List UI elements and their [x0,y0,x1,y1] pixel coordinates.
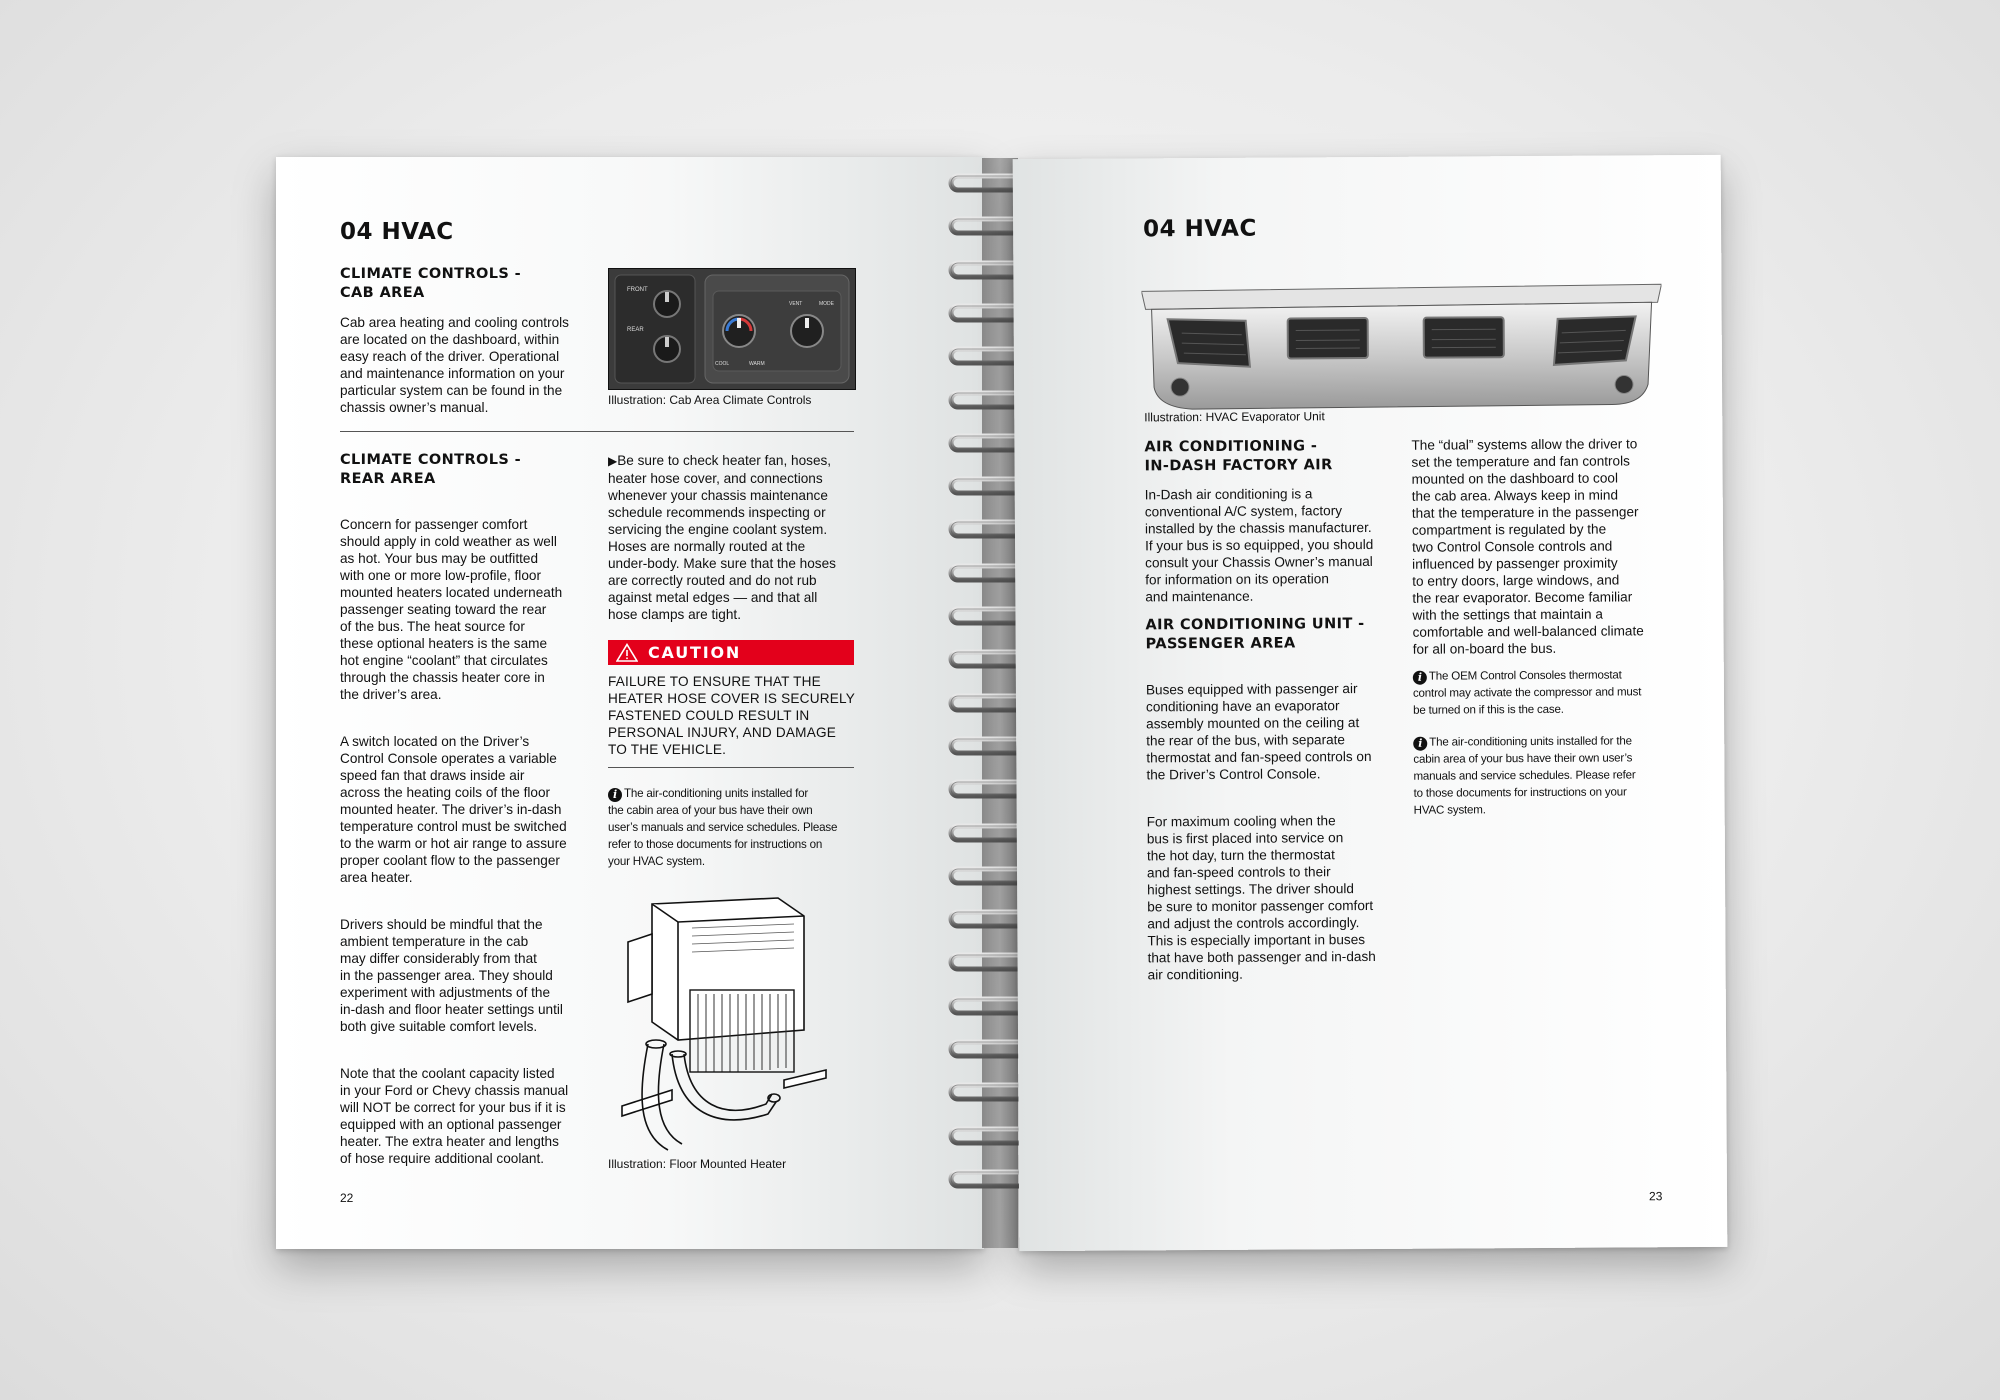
rear-paragraph-2: A switch located on the Driver’s Control Console operates a variable speed fan that draws inside air across the heating coils of the floor mounted heater. The driver’s in-dash temperature control must be switched to the warm or hot air range to assure proper coolant flow to the passenger area heater. [340,734,567,885]
warning-triangle-icon [616,643,638,662]
heater-caption: Illustration: Floor Mounted Heater [608,1157,787,1171]
panel-label-vent: VENT [789,301,803,307]
rear-paragraph-3: Drivers should be mindful that the ambient temperature in the cab may differ considerably from that in the passenger area. They should experiment with adjustments of the in-dash and floor heater settings until both give suitable comfort levels. [340,917,563,1034]
cab-caption: Illustration: Cab Area Climate Controls [608,393,812,407]
caution-banner [608,640,854,665]
caution-label: CAUTION [648,643,742,662]
tip-arrow-icon: ▶ [608,454,618,468]
tip-block [608,452,858,623]
info-icon: i [1413,737,1427,751]
evap-caption: Illustration: HVAC Evaporator Unit [1144,409,1325,425]
rear-body [340,499,600,1197]
tip-text: Be sure to check heater fan, hoses, heater hose cover, and connections whenever your chassis maintenance schedule recommends inspecting or servicing the engine coolant system. Hoses are normally routed at the under-body. Make sure that the hoses are correctly routed and do not rub against metal edges — and that all hose clamps are tight. [608,453,836,622]
left-page [276,157,984,1249]
ac-dash-body: In-Dash air conditioning is a conventional A/C system, factory installed by the chassis manufacturer. If your bus is so equipped, you should consult your Chassis Owner’s manual for information on its operation and maintenance. [1144,486,1374,605]
panel-label-cool: COOL [715,361,730,367]
rear-paragraph-1: Concern for passenger comfort should apply in cold weather as well as hot. Your bus may be outfitted with one or more low-profile, floor mounted heaters located underneath passenger seating toward the rear of the bus. The heat source for these optional heaters is the same hot engine “coolant” that circulates through the chassis heater core in the driver’s area. [340,517,563,702]
page-number-left: 22 [340,1191,354,1205]
right-page [1013,155,1728,1251]
dual-systems-text: The “dual” systems allow the driver to set the temperature and fan controls mounted on the dashboard to cool the cab area. Always keep in mind that the temperature in the passenger compartment is regulated by the two Control Console controls and influenced by passenger proximity to entry doors, large windows, and the rear evaporator. Become familiar with the settings that maintain a comfortable and well-balanced climate for all on-board the bus. [1411,436,1644,657]
cab-controls-image [608,268,856,390]
rear-paragraph-4: Note that the coolant capacity listed in your Ford or Chevy chassis manual will NOT be correct for your bus if it is equipped with an optional passenger heater. The extra heater and lengths of hose require additional coolant. [340,1066,569,1166]
floor-heater-illustration [608,894,828,1156]
cab-body: Cab area heating and cooling controls are located on the dashboard, within easy reach of the driver. Operational and maintenance information on your particular system can be found in the chassis owner’s manual. [340,315,569,415]
cab-heading: CLIMATE CONTROLS - CAB AREA [340,266,522,301]
divider [340,431,854,432]
info-note-1 [1413,666,1675,719]
panel-label-mode: MODE [819,301,834,307]
ac-unit-paragraph-1: Buses equipped with passenger air conditioning have an evaporator assembly mounted on the ceiling at the rear of the bus, with separate thermostat and fan-speed controls on the Driver’s Control Console. [1145,681,1372,783]
ac-unit-heading: AIR CONDITIONING UNIT - PASSENGER AREA [1145,616,1365,653]
ac-unit-body [1146,663,1410,1014]
section-title-right: 04 HVAC [1143,215,1257,243]
info-icon: i [608,788,622,802]
info-note-2-text: The air-conditioning units installed for the cabin area of your bus have their own user’s manuals and service schedules. Please refer to those documents for instructions on your HVAC system. [1413,734,1636,817]
evaporator-illustration [1141,280,1662,413]
section-title: 04 HVAC [340,219,454,245]
info-note-2 [1413,732,1676,819]
info-note-text: The air-conditioning units installed for the cabin area of your bus have their own user’s manuals and service schedules. Please refer to those documents for instructions on your HVAC system. [608,787,838,868]
page-number-right: 23 [1648,1189,1663,1204]
panel-label-rear: REAR [627,327,644,333]
info-note-1-text: The OEM Control Consoles thermostat control may activate the compressor and must be turned on if this is the case. [1412,668,1642,717]
info-icon: i [1413,671,1427,685]
info-note [608,785,858,870]
panel-label-warm: WARM [749,361,765,367]
caution-rule [608,767,854,768]
panel-label-front: FRONT [627,287,648,293]
ac-dash-heading: AIR CONDITIONING - IN-DASH FACTORY AIR [1144,438,1333,475]
rear-heading: CLIMATE CONTROLS - REAR AREA [340,452,522,487]
ac-unit-paragraph-2: For maximum cooling when the bus is first placed into service on the hot day, turn the thermostat and fan-speed controls to their highest settings. The driver should be sure to monitor passenger comfort and adjust the controls accordingly. This is especially important in buses that have both passenger and in-dash air conditioning. [1146,813,1376,983]
caution-text: FAILURE TO ENSURE THAT THE HEATER HOSE COVER IS SECURELY FASTENED COULD RESULT IN PERSONAL INJURY, AND DAMAGE TO THE VEHICLE. [608,674,856,757]
